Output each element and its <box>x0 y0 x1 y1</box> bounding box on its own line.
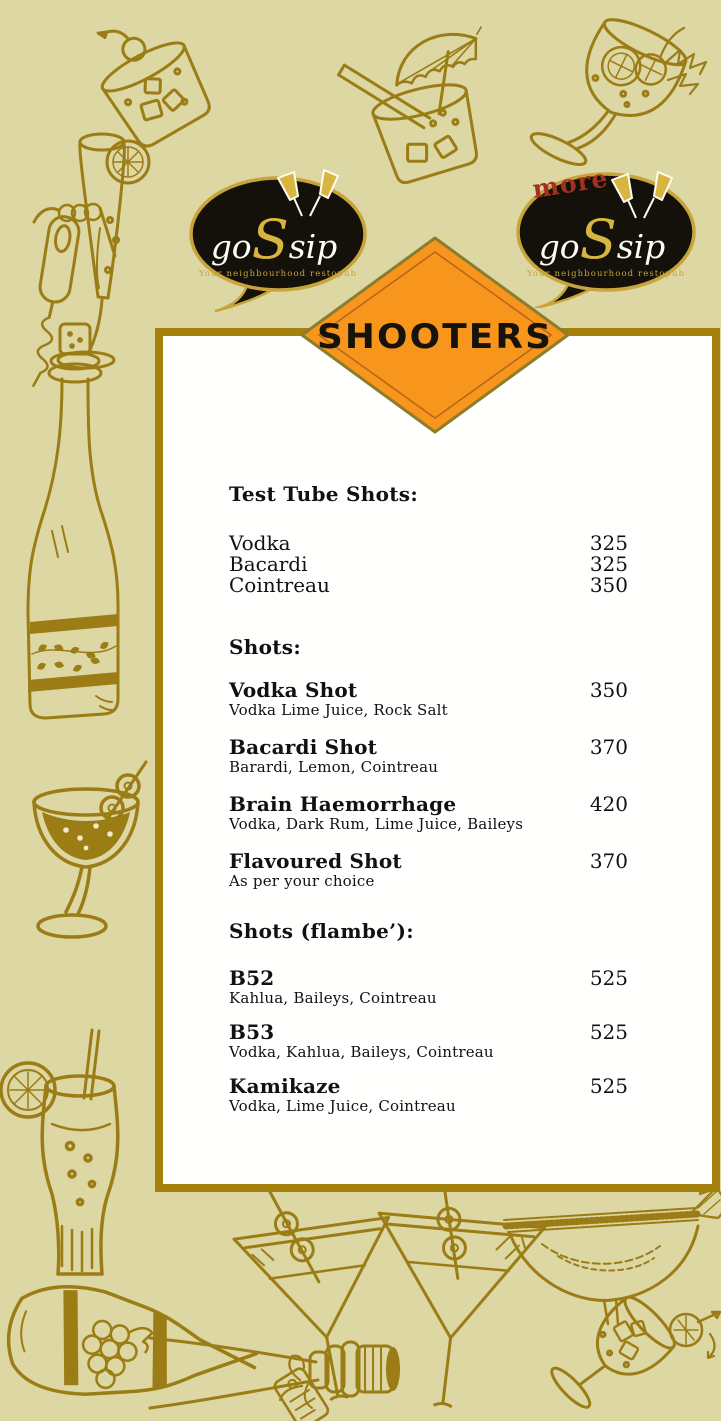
banner-title: SHOOTERS <box>317 317 553 357</box>
item-description: Vodka, Kahlua, Baileys, Cointreau <box>229 1043 494 1061</box>
coupe-glass-olives-icon <box>22 760 172 955</box>
item-price: 525 <box>589 1074 628 1098</box>
menu-item-row <box>229 533 628 554</box>
item-name: B52 <box>229 966 275 990</box>
item-price: 420 <box>589 792 628 816</box>
logo-tagline: Your neighbourhood restopub <box>526 269 686 279</box>
section-shots-flambe <box>229 919 628 1115</box>
item-description: Barardi, Lemon, Cointreau <box>229 758 439 776</box>
menu-item <box>229 850 628 890</box>
item-name: Kamikaze <box>229 1074 341 1098</box>
more-gossip-logo <box>512 156 698 312</box>
wine-bottle-vine-label-icon <box>12 316 152 736</box>
gossip-logo <box>186 164 372 316</box>
section-heading: Test Tube Shots: <box>229 482 419 506</box>
item-price: 370 <box>589 849 628 873</box>
item-price: 350 <box>589 678 628 702</box>
item-description: Vodka Lime Juice, Rock Salt <box>229 701 448 719</box>
menu-item <box>229 679 628 719</box>
section-heading: Shots: <box>229 635 302 659</box>
logo-wordmark: goSsip <box>538 208 666 271</box>
tall-glass-straw-lemon-icon <box>0 1026 155 1316</box>
section-heading: Shots (flambe’): <box>229 919 414 943</box>
item-name: Vodka <box>229 531 291 555</box>
item-price: 370 <box>589 735 628 759</box>
item-name: B53 <box>229 1020 275 1044</box>
item-name: Bacardi Shot <box>229 735 378 759</box>
menu-item <box>229 1075 628 1115</box>
item-name: Bacardi <box>229 552 308 576</box>
item-name: Flavoured Shot <box>229 849 402 873</box>
menu-panel <box>155 328 720 1192</box>
menu-item-row <box>229 554 628 575</box>
more-label: more <box>530 163 611 204</box>
item-price: 325 <box>589 552 628 576</box>
menu-item <box>229 967 628 1007</box>
section-test-tube-shots <box>229 482 628 596</box>
item-price: 525 <box>589 1020 628 1044</box>
menu-item <box>229 1021 628 1061</box>
item-description: Kahlua, Baileys, Cointreau <box>229 989 437 1007</box>
menu-item <box>229 793 628 833</box>
logo-wordmark: goSsip <box>210 208 338 271</box>
champagne-neck-cork-tag-icon <box>150 1316 440 1421</box>
menu-item <box>229 736 628 776</box>
item-description: Vodka, Dark Rum, Lime Juice, Baileys <box>229 815 524 833</box>
item-description: As per your choice <box>229 872 375 890</box>
item-name: Cointreau <box>229 573 330 597</box>
menu-item-row <box>229 575 628 596</box>
logo-tagline: Your neighbourhood restopub <box>198 269 358 279</box>
item-price: 350 <box>589 573 628 597</box>
item-name: Vodka Shot <box>229 678 358 702</box>
tilted-wine-glass-ice-cherry-icon <box>538 1286 721 1421</box>
section-shots <box>229 635 628 890</box>
item-description: Vodka, Lime Juice, Cointreau <box>229 1097 456 1115</box>
item-price: 325 <box>589 531 628 555</box>
item-name: Brain Haemorrhage <box>229 792 457 816</box>
item-price: 525 <box>589 966 628 990</box>
